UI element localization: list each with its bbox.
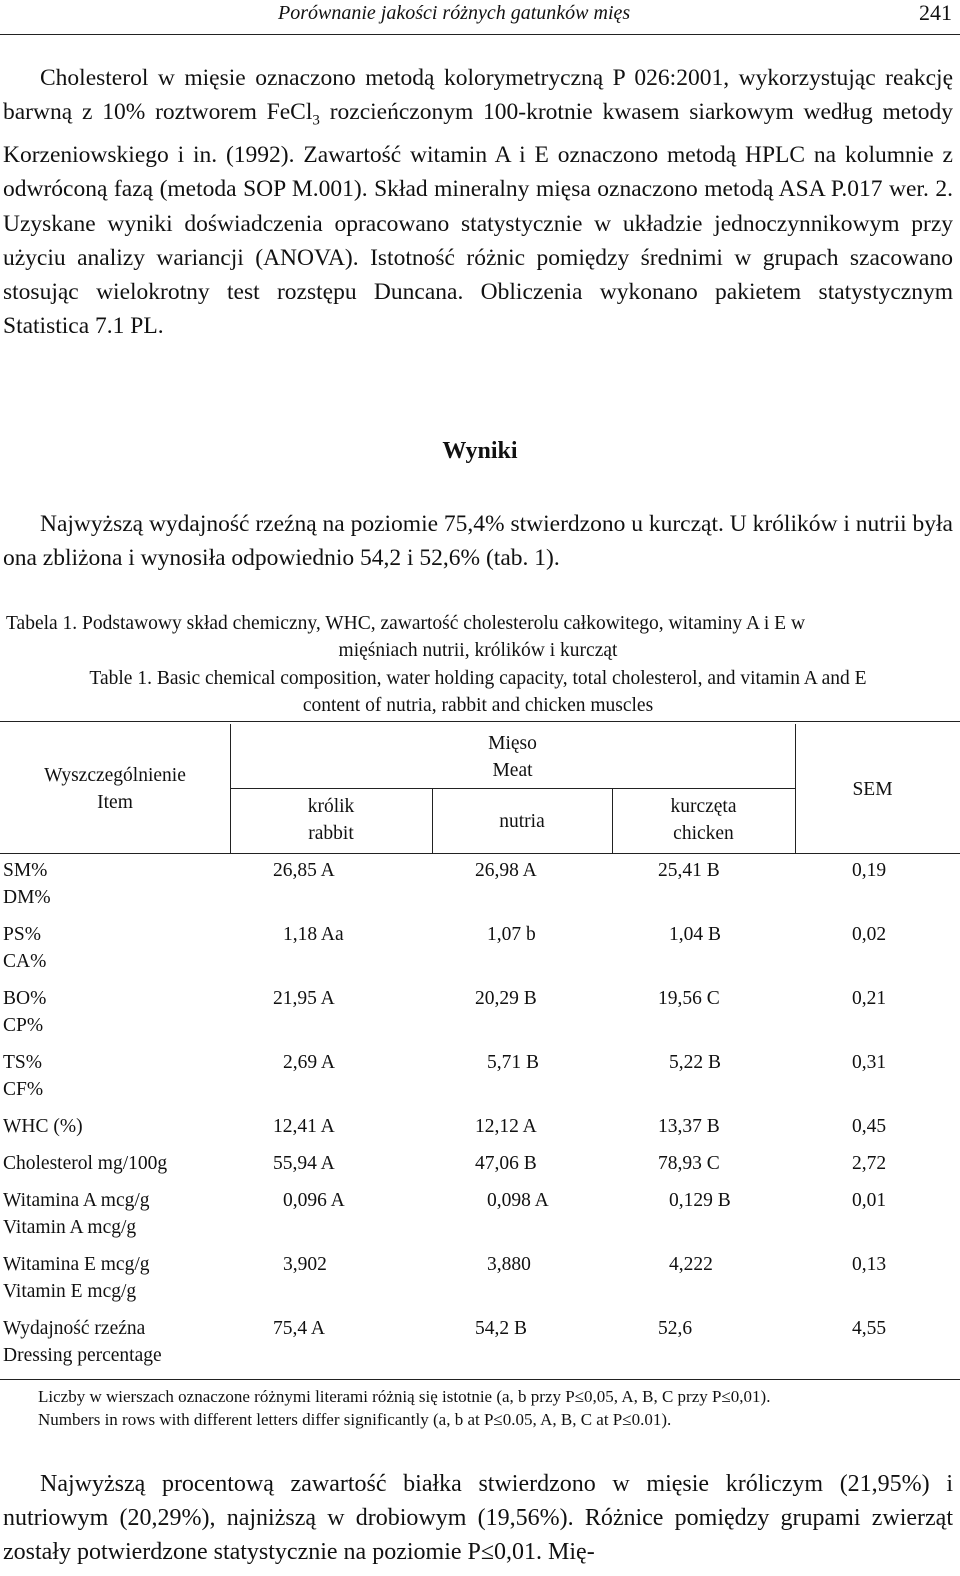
cell-sem: 0,31 xyxy=(852,1052,887,1073)
caption-en-line1: Table 1. Basic chemical composition, water holding capacity, total cholesterol, and vitamin A and E xyxy=(89,668,867,689)
cell-sem: 0,13 xyxy=(852,1254,887,1275)
cell-chicken: 0,129 B xyxy=(669,1190,731,1211)
row-label: Cholesterol mg/100g xyxy=(3,1153,168,1174)
cell-rabbit: 2,69 A xyxy=(283,1052,336,1073)
cell-rabbit: 75,4 A xyxy=(273,1318,326,1339)
cell-rabbit: 12,41 A xyxy=(273,1116,335,1137)
cell-rabbit: 21,95 A xyxy=(273,988,335,1009)
cell-nutria: 5,71 B xyxy=(487,1052,540,1073)
table-notes xyxy=(38,1385,770,1431)
cell-nutria: 47,06 B xyxy=(475,1153,537,1174)
row-label: Wydajność rzeźna Dressing percentage xyxy=(3,1318,162,1366)
header-meat-rule xyxy=(230,788,795,789)
header-sem: SEM xyxy=(852,779,893,800)
cell-sem: 0,02 xyxy=(852,924,887,945)
table-bottom-rule xyxy=(0,1379,960,1380)
cell-nutria: 3,880 xyxy=(487,1254,531,1275)
row-label: BO% CP% xyxy=(3,988,47,1036)
cell-chicken: 78,93 C xyxy=(658,1153,720,1174)
header-chicken-en: chicken xyxy=(673,823,734,844)
cell-nutria: 54,2 B xyxy=(475,1318,528,1339)
cell-rabbit: 55,94 A xyxy=(273,1153,335,1174)
results-text: Najwyższą wydajność rzeźną na poziomie 75,4% stwierdzono u kurcząt. U królików i nutrii była ona zbliżona i wynosiła odpowiednio 54,2 i 52,6% (tab. 1). xyxy=(3,511,953,572)
header-bottom-rule xyxy=(0,853,960,854)
results-paragraph xyxy=(3,507,953,575)
protein-paragraph xyxy=(3,1467,953,1569)
methods-text-end: rozcieńczonym 100-krotnie kwasem siarkowym według metody Korzeniowskiego i in. (1992). Zawartość witamin A i E oznaczono metodą HPLC na kolumnie z odwróconą fazą (metoda SOP M.001). Skład mineralny mięsa oznaczono metodą ASA P.017 wer. 2. Uzyskane wyniki doświadczenia opracowano statystycznie w układzie jednoczynnikowym przy użyciu analizy wariancji (ANOVA). Istotność różnic pomiędzy średnimi w grupach szacowano stosując wielokrotny test rozstępu Duncana. Obliczenia wykonano pakietem statystycznym Statistica 7.1 PL. xyxy=(3,99,953,340)
cell-chicken: 1,04 B xyxy=(669,924,722,945)
running-title: Porównanie jakości różnych gatunków mięs xyxy=(278,2,631,24)
section-heading: Wyniki xyxy=(442,438,518,464)
cell-rabbit: 1,18 Aa xyxy=(283,924,344,945)
chemical-subscript: 3 xyxy=(312,112,320,129)
cell-nutria: 0,098 A xyxy=(487,1190,549,1211)
caption-pl-line1: Tabela 1. Podstawowy skład chemiczny, WHC, zawartość cholesterolu całkowitego, witaminy A i E w xyxy=(6,613,806,634)
protein-text: Najwyższą procentową zawartość białka stwierdzono w mięsie króliczym (21,95%) i nutriowym (20,29%), najniższą w drobiowym (19,56%). Różnice pomiędzy grupami zwierząt zostały potwierdzone statystycznie na poziomie P≤0,01. Mię- xyxy=(3,1471,953,1565)
header-rabbit-en: rabbit xyxy=(308,823,354,844)
row-label: WHC (%) xyxy=(3,1116,83,1137)
cell-nutria: 26,98 A xyxy=(475,860,537,881)
header-rabbit xyxy=(230,793,432,847)
header-rabbit-pl: królik xyxy=(307,796,355,817)
row-label: SM% DM% xyxy=(3,860,51,908)
table-top-rule xyxy=(0,721,960,722)
note-en: Numbers in rows with different letters differ significantly (a, b at P≤0.05, A, B, C at P≤0.01). xyxy=(38,1410,672,1429)
cell-sem: 4,55 xyxy=(852,1318,887,1339)
header-meat xyxy=(230,730,795,784)
cell-rabbit: 26,85 A xyxy=(273,860,335,881)
cell-chicken: 5,22 B xyxy=(669,1052,722,1073)
cell-nutria: 12,12 A xyxy=(475,1116,537,1137)
cell-sem: 0,21 xyxy=(852,988,887,1009)
caption-en-line2: content of nutria, rabbit and chicken muscles xyxy=(302,695,654,716)
cell-chicken: 13,37 B xyxy=(658,1116,720,1137)
header-meat-pl: Mięso xyxy=(488,733,537,754)
caption-pl-line2: mięśniach nutrii, królików i kurcząt xyxy=(338,640,618,661)
cell-nutria: 1,07 b xyxy=(487,924,536,945)
cell-rabbit: 0,096 A xyxy=(283,1190,345,1211)
header-chicken xyxy=(612,793,795,847)
cell-chicken: 19,56 C xyxy=(658,988,720,1009)
header-nutria: nutria xyxy=(499,811,545,832)
cell-chicken: 4,222 xyxy=(669,1254,713,1275)
methods-text-start: Cholesterol w mięsie oznaczono metodą kolorymetryczną P 026:2001, wykorzystując reakcję barwną z 10% roztworem FeCl xyxy=(3,65,953,126)
row-label: PS% CA% xyxy=(3,924,47,972)
cell-sem: 0,45 xyxy=(852,1116,887,1137)
header-meat-en: Meat xyxy=(492,760,533,781)
running-header xyxy=(0,0,960,35)
cell-sem: 0,19 xyxy=(852,860,887,881)
row-label: Witamina E mcg/g Vitamin E mcg/g xyxy=(3,1254,150,1302)
methods-paragraph xyxy=(3,61,953,343)
row-label: TS% CF% xyxy=(3,1052,44,1100)
header-chicken-pl: kurczęta xyxy=(670,796,737,817)
cell-chicken: 52,6 xyxy=(658,1318,693,1339)
cell-chicken: 25,41 B xyxy=(658,860,720,881)
cell-sem: 2,72 xyxy=(852,1153,887,1174)
row-label: Witamina A mcg/g Vitamin A mcg/g xyxy=(3,1190,150,1238)
cell-sem: 0,01 xyxy=(852,1190,887,1211)
cell-rabbit: 3,902 xyxy=(283,1254,327,1275)
header-item-pl: Wyszczególnienie xyxy=(44,765,186,786)
header-item-en: Item xyxy=(97,792,133,813)
table-caption-pl xyxy=(6,610,950,664)
note-pl: Liczby w wierszach oznaczone różnymi literami różnią się istotnie (a, b przy P≤0,05, A, B, C przy P≤0,01). xyxy=(38,1387,771,1406)
table-caption-en xyxy=(6,665,950,719)
header-item xyxy=(0,762,230,816)
cell-nutria: 20,29 B xyxy=(475,988,537,1009)
page-number: 241 xyxy=(919,0,952,25)
